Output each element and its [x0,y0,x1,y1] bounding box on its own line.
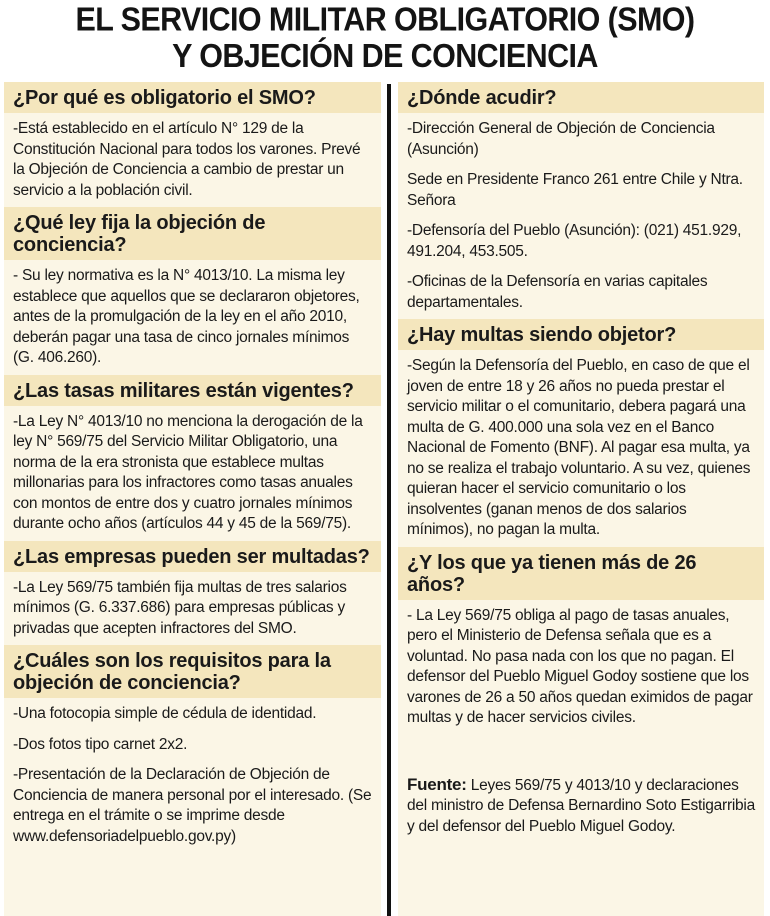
qa-block [4,645,381,853]
page-title [0,1,770,74]
answer-paragraph: -La Ley 569/75 también fija multas de tres salarios mínimos (G. 6.337.686) para empresas públicas y privadas que acepten infractores del SMO. [13,578,347,637]
question-heading: ¿Las tasas militares están vigentes? [4,375,381,406]
answer-text [4,113,381,207]
qa-block [4,82,381,207]
column-divider [387,84,391,916]
qa-block [398,82,764,319]
answer-text [398,600,764,735]
answer-text [4,406,381,541]
qa-block [4,207,381,375]
answer-paragraph: -Una fotocopia simple de cédula de identidad. [13,705,317,722]
answer-paragraph: Sede en Presidente Franco 261 entre Chile y Ntra. Señora [407,171,743,209]
question-heading: ¿Y los que ya tienen más de 26 años? [398,547,764,600]
question-heading: ¿Hay multas siendo objetor? [398,319,764,350]
qa-block [4,375,381,541]
source-text: Leyes 569/75 y 4013/10 y declaraciones del ministro de Defensa Bernardino Soto Estigarribia y del defensor del Pueblo Miguel Godoy. [407,776,755,835]
qa-block [398,547,764,735]
source-label: Fuente: [407,774,467,794]
answer-paragraph: -Defensoría del Pueblo (Asunción): (021) 451.929, 491.204, 453.505. [407,222,742,260]
question-heading: ¿Cuáles son los requisitos para la objeción de conciencia? [4,645,381,698]
answer-paragraph: -Dirección General de Objeción de Conciencia (Asunción) [407,120,715,158]
answer-paragraph: -Presentación de la Declaración de Objeción de Conciencia de manera personal por el interesado. (Se entrega en el trámite o se imprime desde www.defensoriadelpueblo.gov.py) [13,766,372,845]
question-heading: ¿Dónde acudir? [398,82,764,113]
answer-text [398,113,764,319]
question-heading: ¿Las empresas pueden ser multadas? [4,541,381,572]
question-heading: ¿Por qué es obligatorio el SMO? [4,82,381,113]
title-line-2: Y OBJECIÓN DE CONCIENCIA [172,38,598,75]
right-column [398,82,764,916]
answer-paragraph: -Está establecido en el artículo N° 129 de la Constitución Nacional para todos los varones. Prevé la Objeción de Conciencia a cambio de prestar un servicio a la población civil. [13,120,361,199]
title-line-1: EL SERVICIO MILITAR OBLIGATORIO (SMO) [75,1,695,38]
qa-block [398,319,764,547]
answer-paragraph: -La Ley N° 4013/10 no menciona la derogación de la ley N° 569/75 del Servicio Militar Obligatorio, una norma de la era stronista que establece multas millonarias para los infractores como tasas anuales con montos de entre dos y cuatro jornales mínimos durante ocho años (artículos 44 y 45 de la 569/75). [13,412,363,532]
answer-text [4,698,381,853]
answer-paragraph: -Oficinas de la Defensoría en varias capitales departamentales. [407,273,708,311]
answer-text [398,350,764,547]
answer-paragraph: - Su ley normativa es la N° 4013/10. La misma ley establece que aquellos que se declararon objetores, antes de la promulgación de la ley en el año 2010, deberán pagar una tasa de cinco jornales mínimos (G. 406.260). [13,267,360,366]
answer-paragraph: -Según la Defensoría del Pueblo, en caso de que el joven de entre 18 y 26 años no pueda prestar el servicio militar o el comunitario, debera pagará una multa de G. 400.000 una sola vez en el Banco Nacional de Fomento (BNF). Al pagar esa multa, ya no se realiza el trabajo voluntario. A su vez, quienes quieran hacer el servicio comunitario o los insolventes (ganan menos de dos salarios mínimos), no pagan la multa. [407,357,751,538]
answer-paragraph: -Dos fotos tipo carnet 2x2. [13,735,188,753]
answer-text [4,572,381,646]
answer-paragraph: - La Ley 569/75 obliga al pago de tasas anuales, pero el Ministerio de Defensa señala que es a voluntad. No pasa nada con los que no pagan. El defensor del Pueblo Miguel Godoy sostiene que los varones de 26 a 50 años quedan eximidos de pagar multas y de hacer servicios civiles. [407,606,753,726]
answer-text [4,260,381,375]
left-column [4,82,381,916]
qa-block [4,541,381,646]
source-note [398,735,764,838]
question-heading: ¿Qué ley fija la objeción de conciencia? [4,207,381,260]
